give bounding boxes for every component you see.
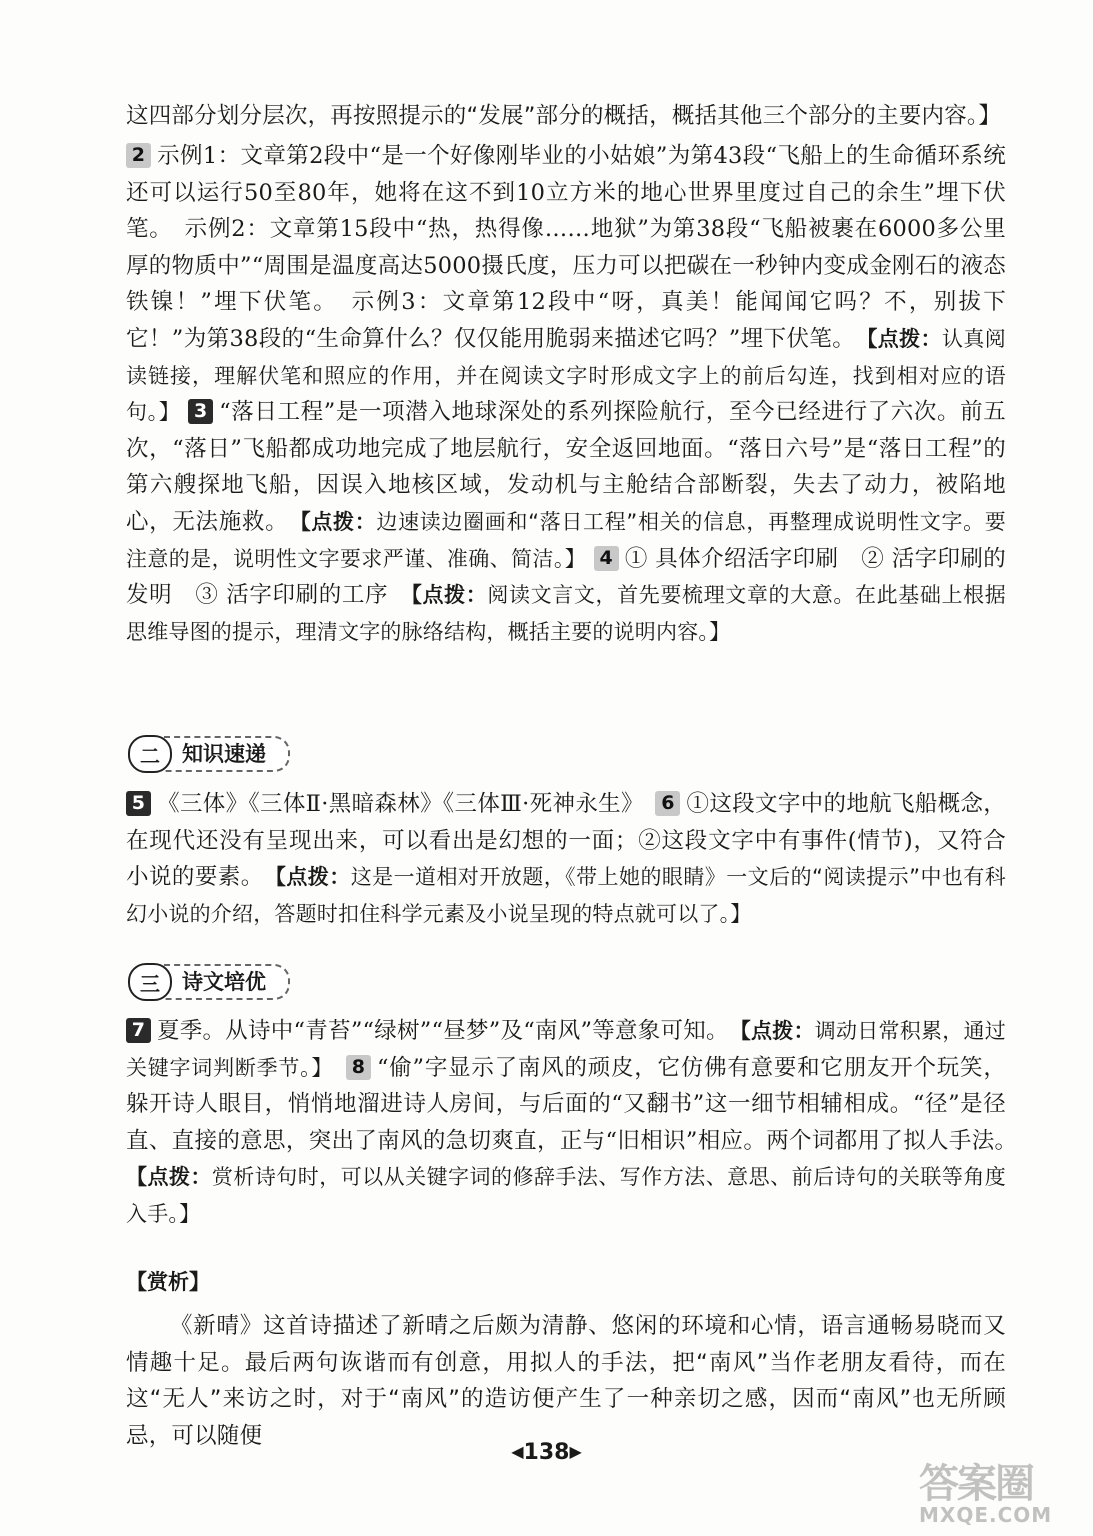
- right-triangle-icon: ▶: [569, 1442, 582, 1461]
- intro-text: 这四部分划分层次，再按照提示的“发展”部分的概括，概括其他三个部分的主要内容。】: [126, 103, 1002, 129]
- q7-tip: 调动日常积累，通过关键字词判断季节。】: [126, 1019, 1007, 1080]
- left-triangle-icon: ◀: [511, 1442, 524, 1461]
- section-header-3: [128, 963, 290, 1001]
- appreciation-text: 《新晴》这首诗描述了新晴之后颇为清静、悠闲的环境和心情，语言通畅易晓而又情趣十足。最后两句诙谐而有创意，用拟人的手法，把“南风”当作老朋友看待，而在这“无人”来访之时，对于“南风”的造访便产生了一种亲切之感，因而“南风”也无所顾忌，可以随便: [126, 1313, 1006, 1449]
- q6-tip-label: 【点拨：: [275, 865, 351, 890]
- question-number-6: 6: [655, 791, 680, 816]
- watermark-line1: 答案圈: [919, 1461, 1033, 1507]
- answers-5-6-block: [126, 786, 1006, 932]
- q4-answer: ① 具体介绍活字印刷 ② 活字印刷的发明 ③ 活字印刷的工序: [126, 545, 1006, 609]
- q5-answer: 《三体》《三体Ⅱ·黑暗森林》《三体Ⅲ·死神永生》: [157, 791, 633, 817]
- q2-answer: 示例1：文章第2段中“是一个好像刚毕业的小姑娘”为第43段“飞船上的生命循环系统还可以运行50至80年，她将在这不到10立方米的地心世界里度过自己的余生”埋下伏笔。 示例2：文章第15段中“热，热得像……地狱”为第38段“飞船被裹在6000多公里厚的物质中”“周围是温度高达5000摄氏度，压力可以把碳在一秒钟内变成金刚石的液态铁镍！”埋下伏笔。 示例3：文章第12段中“呀，真美！能闻闻它吗？不，别拔下它！”为第38段的“生命算什么？仅仅能用脆弱来描述它吗？”埋下伏笔。: [126, 143, 1006, 352]
- answers-7-8-paragraph: [126, 1013, 1006, 1233]
- q6-tip: 这是一道相对开放题，《带上她的眼睛》一文后的“阅读提示”中也有科幻小说的介绍，答题时扣住科学元素及小说呈现的特点就可以了。】: [126, 865, 1007, 926]
- q8-tip-label: 【点拨：: [126, 1165, 212, 1190]
- q3-tip: 边速读边圈画和“落日工程”相关的信息，再整理成说明性文字。要注意的是，说明性文字要求严谨、准确、简洁。】: [126, 509, 1006, 571]
- answers-7-8-block: [126, 1013, 1006, 1233]
- q2-tip-label: 【点拨：: [866, 326, 942, 351]
- section-title-3: 诗文培优: [164, 964, 290, 1000]
- question-number-4: 4: [594, 546, 619, 571]
- q4-tip-label: 【点拨：: [411, 583, 488, 608]
- answers-2-4-block: [126, 138, 1006, 650]
- section-header-2: [128, 735, 290, 773]
- watermark: [919, 1461, 1079, 1530]
- q2-tip: 认真阅读链接，理解伏笔和照应的作用，并在阅读文字时形成文字上的前后勾连，找到相对应的语句。】: [126, 326, 1006, 425]
- intro-paragraph: [126, 98, 1006, 135]
- answers-2-4-paragraph: [126, 138, 1006, 650]
- question-number-7: 7: [126, 1018, 151, 1043]
- question-number-2: 2: [126, 143, 151, 168]
- question-number-8: 8: [346, 1055, 371, 1080]
- page-number-value: 138: [523, 1440, 570, 1465]
- q3-answer: “落日工程”是一项潜入地球深处的系列探险航行，至今已经进行了六次。前五次，“落日”飞船都成功地完成了地层航行，安全返回地面。“落日六号”是“落日工程”的第六艘探地飞船，因误入地核区域，发动机与主舱结合部断裂，失去了动力，被陷地心，无法施救。: [126, 399, 1006, 535]
- q8-tip: 赏析诗句时，可以从关键字词的修辞手法、写作方法、意思、前后诗句的关联等角度入手。】: [126, 1165, 1006, 1226]
- q7-answer: 夏季。从诗中“青苔”“绿树”“昼梦”及“南风”等意象可知。: [157, 1018, 718, 1044]
- question-number-5: 5: [126, 791, 151, 816]
- q7-tip-label: 【点拨：: [740, 1019, 815, 1043]
- q4-tip: 阅读文言文，首先要梳理文章的大意。在此基础上根据思维导图的提示，理清文字的脉络结构，概括主要的说明内容。】: [126, 583, 1006, 644]
- watermark-line2: MXQE.COM: [919, 1503, 1053, 1527]
- appreciation-label: 【赏析】: [126, 1270, 210, 1294]
- q8-answer: “偷”字显示了南风的顽皮，它仿佛有意要和它朋友开个玩笑，躲开诗人眼目，悄悄地溜进诗人房间，与后面的“又翻书”这一细节相辅相成。“径”是径直、直接的意思，突出了南风的急切爽直，正与“旧相识”相应。两个词都用了拟人手法。: [126, 1054, 1007, 1154]
- section-title-2: 知识速递: [164, 736, 290, 772]
- appreciation-block: [126, 1308, 1006, 1454]
- q3-tip-label: 【点拨：: [300, 509, 377, 534]
- section-badge-3: 三: [128, 963, 172, 1001]
- section-badge-2: 二: [128, 735, 172, 773]
- question-number-3: 3: [188, 399, 213, 424]
- answers-5-6-paragraph: [126, 786, 1006, 932]
- q6-answer: ①这段文字中的地航飞船概念，在现代还没有呈现出来，可以看出是幻想的一面；②这段文字中有事件(情节)，又符合小说的要素。: [126, 791, 1007, 891]
